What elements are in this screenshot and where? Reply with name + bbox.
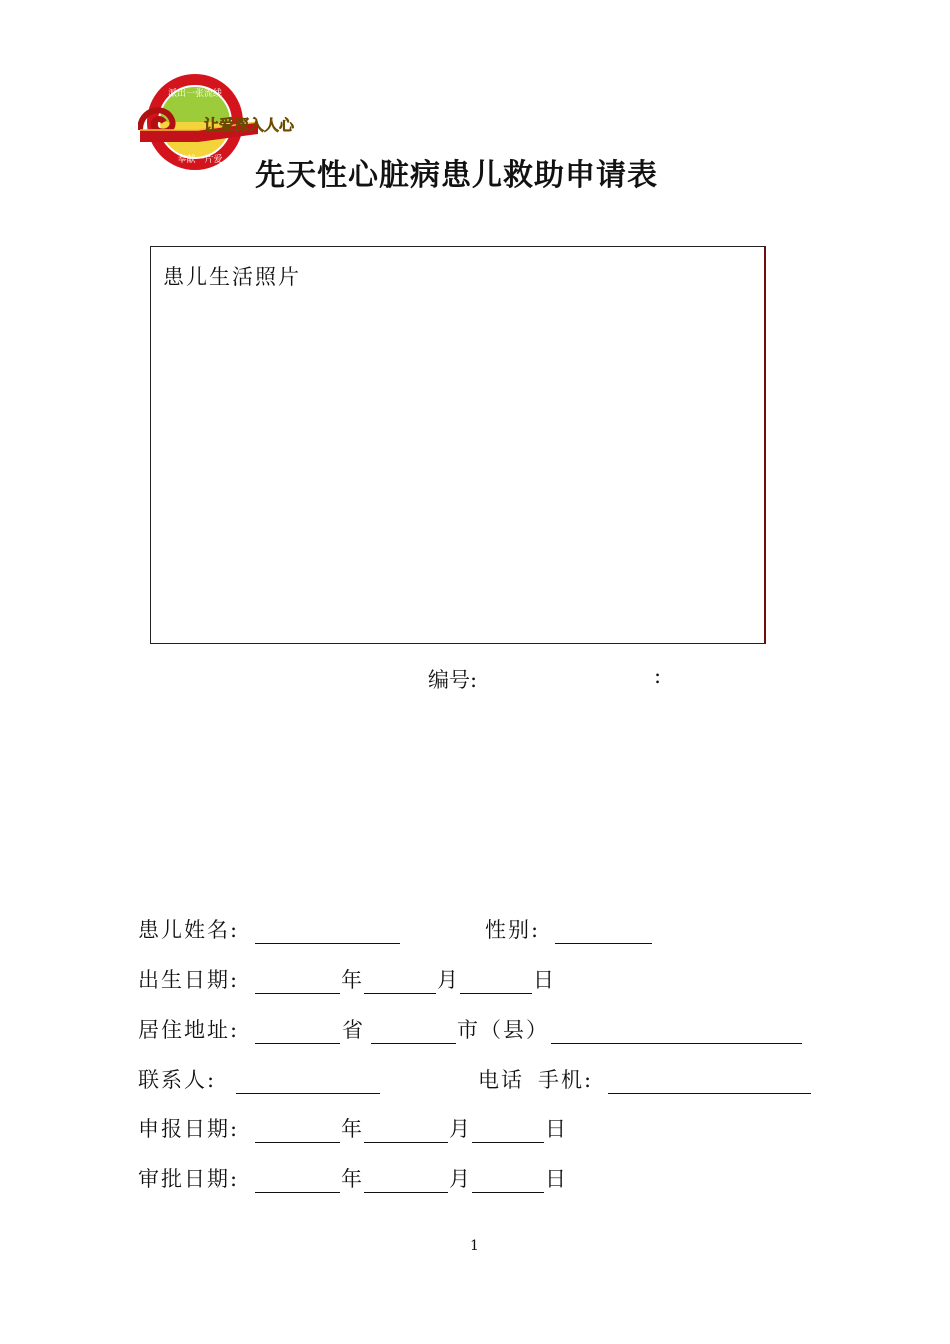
name-label: 患儿姓名: xyxy=(138,918,240,942)
province-unit: 省 xyxy=(342,1018,365,1042)
logo-main-text: 让爱深入人心 xyxy=(204,116,295,134)
address-label: 居住地址: xyxy=(138,1018,240,1042)
birth-date-label: 出生日期: xyxy=(138,968,240,992)
birth-month-unit: 月 xyxy=(437,968,460,992)
approve-year-field[interactable] xyxy=(255,1192,340,1193)
birth-month-field[interactable] xyxy=(364,993,436,994)
apply-date-label: 申报日期: xyxy=(138,1117,240,1141)
photo-box-label: 患儿生活照片 xyxy=(163,265,301,289)
approve-day-field[interactable] xyxy=(472,1192,544,1193)
logo-top-arc-text: 派出一张流线 xyxy=(167,89,223,99)
birth-year-field[interactable] xyxy=(255,993,340,994)
birth-year-unit: 年 xyxy=(341,968,364,992)
photo-box xyxy=(150,246,766,644)
serial-colon: : xyxy=(654,664,662,688)
gender-field[interactable] xyxy=(555,943,652,944)
serial-label: 编号: xyxy=(428,668,478,692)
approve-year-unit: 年 xyxy=(341,1167,364,1191)
approve-day-unit: 日 xyxy=(545,1167,568,1191)
apply-year-field[interactable] xyxy=(255,1142,340,1143)
contact-field[interactable] xyxy=(236,1093,380,1094)
city-unit: 市（县） xyxy=(457,1018,549,1042)
mobile-field[interactable] xyxy=(608,1093,811,1094)
approve-month-field[interactable] xyxy=(364,1192,448,1193)
street-address-field[interactable] xyxy=(551,1043,802,1044)
name-field[interactable] xyxy=(255,943,400,944)
apply-day-field[interactable] xyxy=(472,1142,544,1143)
logo-bottom-arc-text: 奉献一片爱 xyxy=(177,155,223,165)
birth-day-unit: 日 xyxy=(533,968,556,992)
page-number: 1 xyxy=(470,1238,479,1254)
birth-day-field[interactable] xyxy=(460,993,532,994)
province-field[interactable] xyxy=(255,1043,340,1044)
apply-month-field[interactable] xyxy=(364,1142,448,1143)
contact-label: 联系人: xyxy=(138,1068,217,1092)
mobile-label: 手机: xyxy=(538,1068,594,1092)
apply-year-unit: 年 xyxy=(341,1117,364,1141)
approve-month-unit: 月 xyxy=(449,1167,472,1191)
gender-label: 性别: xyxy=(485,918,541,942)
phone-label: 电话 xyxy=(478,1068,524,1092)
apply-month-unit: 月 xyxy=(449,1117,472,1141)
approve-date-label: 审批日期: xyxy=(138,1167,240,1191)
apply-day-unit: 日 xyxy=(545,1117,568,1141)
page-title: 先天性心脏病患儿救助申请表 xyxy=(255,158,658,193)
city-field[interactable] xyxy=(371,1043,456,1044)
